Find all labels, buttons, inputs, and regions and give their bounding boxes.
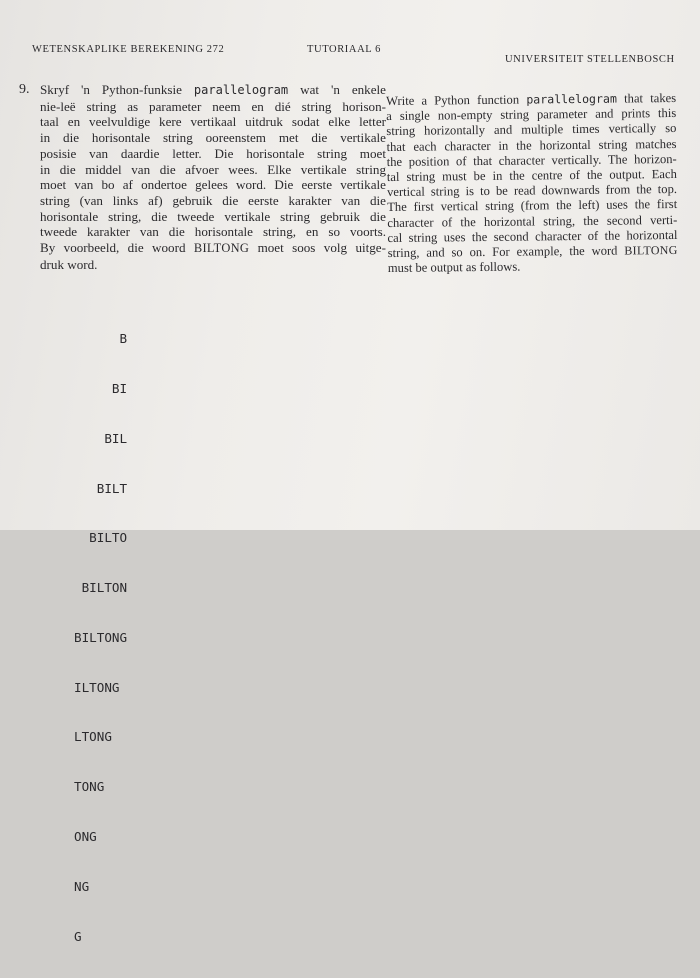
en-line: the position of that character vertically. The horizon- bbox=[386, 151, 677, 169]
function-name-code: parallelogram bbox=[526, 91, 617, 107]
output-line: BILTO bbox=[74, 530, 128, 546]
en-line: vertical string is to be read downwards from the top. bbox=[386, 182, 678, 200]
output-line: LTONG bbox=[74, 729, 112, 745]
output-line: BI bbox=[74, 380, 128, 396]
output-line: TONG bbox=[74, 779, 105, 795]
question-text-afrikaans bbox=[40, 82, 386, 272]
af-line: horisontale string, die tweede vertikale string gebruik die bbox=[40, 208, 386, 224]
en-line: cal string uses the second character of the horizontal bbox=[387, 227, 678, 245]
af-text: wat 'n enkele bbox=[288, 82, 386, 97]
af-line: druk word. bbox=[40, 256, 98, 272]
en-line: that each character in the horizontal string matches bbox=[386, 136, 677, 154]
output-line: BILTONG bbox=[74, 629, 128, 645]
en-text: that takes bbox=[616, 90, 677, 106]
example-word: BILTONG bbox=[624, 242, 678, 258]
header-tutorial: TUTORIAAL 6 bbox=[307, 44, 381, 55]
af-line: string (van links af) gebruik die eerste karakter van die bbox=[40, 192, 386, 208]
af-line: in die horisontale string ooreenstem met die vertikale bbox=[40, 130, 386, 146]
output-line: BILTON bbox=[74, 580, 128, 596]
header-university: UNIVERSITEIT STELLENBOSCH bbox=[505, 54, 675, 65]
example-output bbox=[74, 298, 127, 978]
af-line bbox=[40, 240, 386, 257]
af-line bbox=[40, 82, 386, 99]
en-line: a single non-empty string parameter and prints this bbox=[386, 106, 677, 124]
af-line: in die middel van die afvoer wees. Elke vertikale string bbox=[40, 161, 386, 177]
output-line: ONG bbox=[74, 829, 97, 844]
en-line: tal string must be in the centre of the output. Each bbox=[386, 166, 677, 185]
question-number: 9. bbox=[19, 82, 30, 97]
en-text: string, and so on. For example, the word bbox=[387, 243, 625, 261]
header-course: WETENSKAPLIKE BEREKENING 272 bbox=[32, 44, 225, 55]
en-line: string horizontally and multiple times vertically so bbox=[386, 121, 677, 139]
af-text: Skryf 'n Python-funksie bbox=[40, 82, 194, 97]
en-text: Write a Python function bbox=[386, 92, 527, 108]
af-line: tweede karakter van die horisontale string, en so voorts. bbox=[40, 224, 386, 240]
af-line: taal en veelvuldige kere vertikaal uitdruk sodat elke letter bbox=[40, 114, 386, 130]
output-line: ILTONG bbox=[74, 679, 120, 695]
en-line: character of the horizontal string, the second verti- bbox=[387, 212, 678, 230]
af-line: moet van bo af ondertoe gelees word. Die eerste vertikale bbox=[40, 177, 386, 193]
af-line: nie-leë string as parameter neem en dié string horison- bbox=[40, 98, 386, 114]
output-line: B bbox=[74, 331, 128, 347]
af-text: moet soos volg uitge- bbox=[249, 240, 386, 256]
output-line: G bbox=[74, 928, 82, 944]
en-line: must be output as follows. bbox=[387, 259, 521, 276]
example-word: BILTONG bbox=[193, 241, 250, 256]
en-line: The first vertical string (from the left) uses the first bbox=[387, 197, 678, 215]
output-line: BILT bbox=[74, 480, 128, 496]
question-text-english bbox=[386, 91, 678, 276]
af-text: By voorbeeld, die woord bbox=[40, 240, 194, 256]
function-name-code: parallelogram bbox=[193, 83, 289, 97]
output-line: BIL bbox=[74, 430, 128, 446]
af-line: posisie van daardie letter. Die horisontale string moet bbox=[40, 145, 386, 161]
output-line: NG bbox=[74, 878, 90, 894]
